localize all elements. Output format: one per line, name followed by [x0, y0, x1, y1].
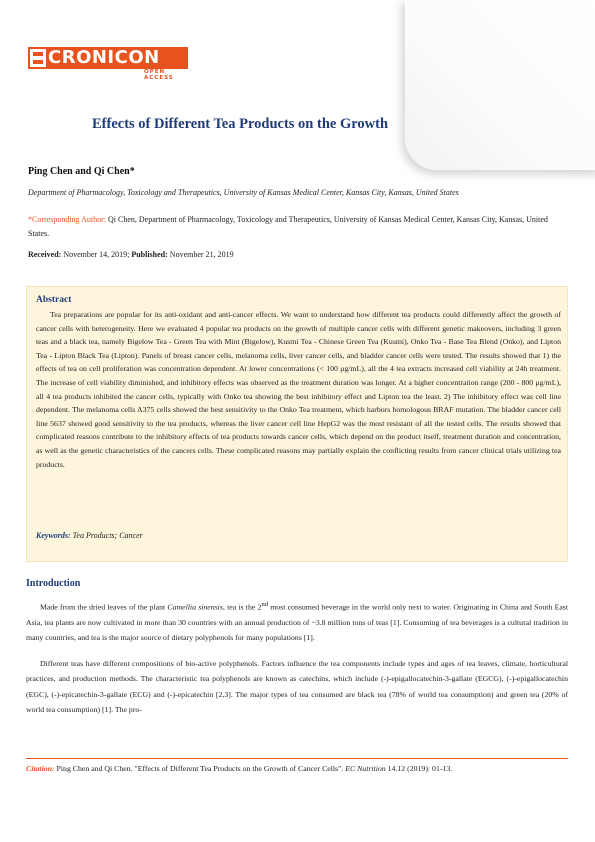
paper-title: Effects of Different Tea Products on the Growth	[92, 116, 389, 132]
citation-tail: 14.12 (2019): 01-13.	[385, 764, 453, 773]
introduction-heading: Introduction	[26, 578, 81, 589]
logo-e-icon	[30, 49, 46, 67]
para1-end: most consumed beverage in the world only next to water. Originating in China and South East Asia, tea plants are now cultivated in more than 30 countries with an annual production of ~3.8 million tons of teas [1]. Consuming of tea beverages is a cultural tradition in many countries, and tea is the major source of dietary polyphenols for many populations [1].	[26, 602, 569, 643]
published-date: November 21, 2019	[167, 250, 234, 259]
abstract-text: Tea preparations are popular for its anti-oxidant and anti-cancer effects. We want to understand how different tea products could differently affect the growth of cancer cells with heterogeneity. Here we evaluated 4 popular tea products on the growth of multiple cancer cells with different genetic makeovers, including 3 green teas and a black tea, namely Bigelow Tea - Green Tea with Mint (Bigelow), Kusmi Tea - Chinese Green Tea (Kusmi), Onko Tea - Base Tea Blend (Onko), and Lipton Tea - Lipton Black Tea (Lipton). Panels of breast cancer cells, melanoma cells, liver cancer cells, and bladder cancer cells were tested. The results showed that 1) the effects of tea on cell proliferation was concentration dependent. At lower concentrations (< 100 μg/mL), all the 4 tea extracts increased cell viability at 24h treatment. The increase of cell viability diminished, and inhibitory effects was observed as the treatment duration was longer. At a higher concentration range (200 - 800 μg/mL), all 4 tea products inhibited the cancer cells, typically with Onko tea showing the best inhibitory effect and Lipton tea the least. 2) The inhibitory effect was cell line dependent. The melanoma cells A375 cells showed the best sensitivity to the Onko Tea treatment, which harbors homologous BRAF mutation. The bladder cancer cell line 5637 showed good sensitivity to the tea products, whereas the liver cancer cell line HepG2 was the most resistant of all the tested cells. The results showed that complicated reasons contribute to the inhibitory effects of tea products towards cancer cells, which depend on the product itself, treatment duration and concentration, as well as the genetic characteristics of the cancers cells. These complicated reasons may partially explain the conflicting results from cancer clinical trials utilizing tea products.	[36, 310, 561, 469]
keywords	[36, 531, 143, 540]
corresponding-author-label: *Corresponding Author:	[28, 215, 106, 224]
logo-mark	[28, 47, 188, 69]
cronicon-logo	[28, 47, 188, 81]
citation-label: Citation:	[26, 764, 55, 773]
para1-start: Made from the dried leaves of the plant	[40, 602, 168, 612]
introduction-paragraph-1	[26, 597, 568, 646]
page-curl-overlay	[405, 0, 595, 170]
abstract-heading: Abstract	[36, 295, 72, 305]
affiliation: Department of Pharmacology, Toxicology and Therapeutics, University of Kansas Medical Center, Kansas City, Kansas, United States	[28, 188, 459, 197]
keywords-label: Keywords:	[36, 531, 71, 540]
citation-journal: EC Nutrition	[345, 764, 386, 773]
para1-mid: , tea is the 2	[222, 602, 262, 612]
published-label: Published:	[131, 250, 168, 259]
footer-rule	[26, 758, 568, 759]
dates	[28, 250, 234, 259]
citation-text: Ping Chen and Qi Chen. "Effects of Different Tea Products on the Growth of Cancer Cells".	[54, 764, 346, 773]
corresponding-author	[28, 213, 568, 240]
keywords-text: Tea Products; Cancer	[70, 531, 143, 540]
corresponding-author-text: Qi Chen, Department of Pharmacology, Toxicology and Therapeutics, University of Kansas Medical Center, Kansas City, Kansas, United States.	[28, 215, 548, 238]
authors: Ping Chen and Qi Chen*	[28, 166, 135, 177]
introduction-paragraph-2: Different teas have different compositions of bio-active polyphenols. Factors influence the tea components include types and ages of tea leaves, climate, horticultural practices, and production methods. The characteristic tea polyphenols are known as catechins, which include (-)-epigallocatechin-3-gallate (EGCG), (-)-epigallocatechin (EGC), (-)-epicatechin-3-gallate (ECG) and (-)-epicatechin [2,3]. The major types of tea consumed are black tea (78% of world tea consumption) and green tea (20% of world tea consumption) [1]. The pro-	[26, 659, 568, 715]
species-name: Camellia sinensis	[167, 602, 223, 612]
ordinal-superscript: nd	[261, 601, 268, 608]
logo-brand: CRONICON	[48, 47, 160, 68]
received-date: November 14, 2019;	[61, 250, 132, 259]
logo-subtitle: OPEN ACCESS	[144, 69, 174, 81]
received-label: Received:	[28, 250, 62, 259]
citation	[26, 764, 452, 773]
